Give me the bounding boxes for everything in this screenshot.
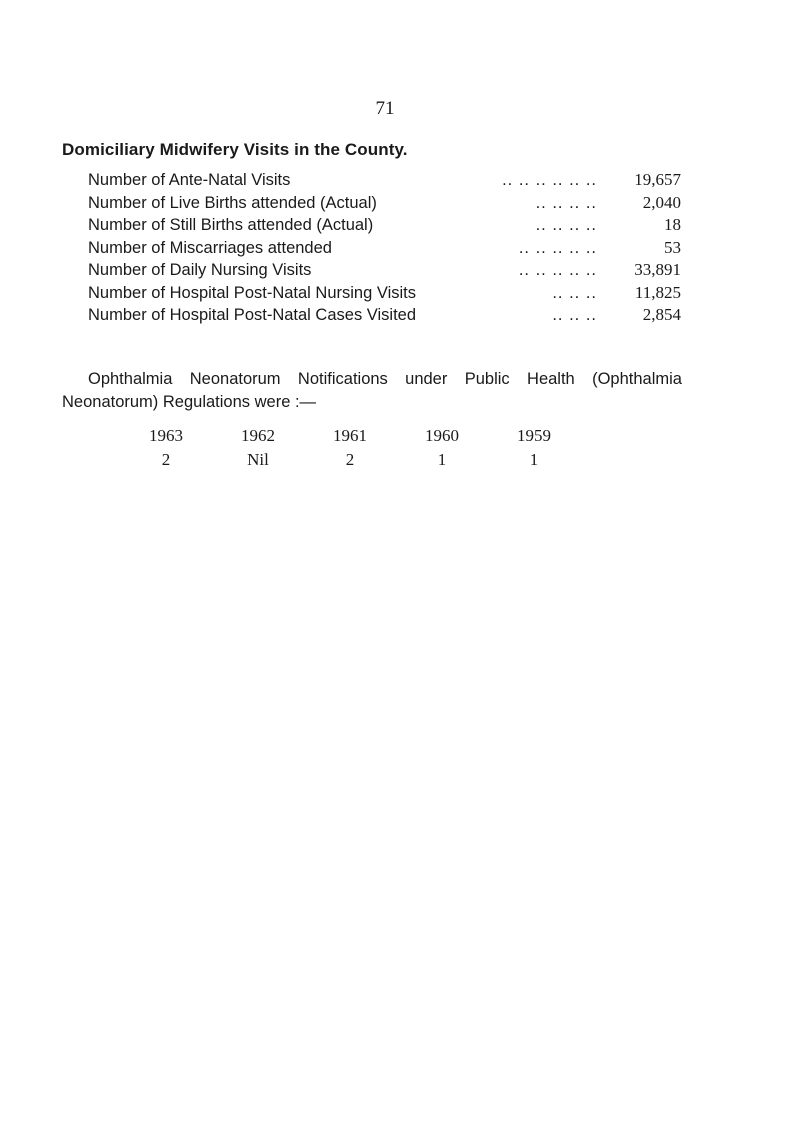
page-number: 71 bbox=[375, 98, 395, 119]
notice-word: (Ophthalmia bbox=[592, 370, 682, 388]
stat-value: 11,825 bbox=[634, 282, 681, 302]
stat-row bbox=[88, 237, 681, 260]
stat-row bbox=[88, 192, 681, 215]
year-cell: 1962 bbox=[241, 426, 275, 445]
stat-value: 18 bbox=[664, 215, 681, 234]
stat-row bbox=[88, 282, 681, 305]
stat-value: 19,657 bbox=[634, 170, 681, 189]
stat-label: Number of Hospital Post-Natal Cases Visited bbox=[88, 306, 417, 324]
stat-value: 53 bbox=[664, 237, 681, 257]
stat-row bbox=[88, 214, 681, 237]
stat-value: 2,040 bbox=[642, 192, 681, 212]
notice-word: Ophthalmia bbox=[88, 370, 173, 388]
leader-dots: .. .. .. .. bbox=[535, 216, 597, 234]
section-heading: Domiciliary Midwifery Visits in the County. bbox=[62, 140, 408, 159]
year-cell: 1959 bbox=[517, 426, 551, 445]
leader-dots: .. .. .. .. bbox=[535, 193, 597, 212]
notice-word: Health bbox=[527, 370, 575, 388]
count-cell: 2 bbox=[161, 450, 171, 469]
notifications-by-year-table bbox=[120, 424, 580, 472]
stat-row bbox=[88, 304, 681, 327]
year-cell: 1961 bbox=[333, 426, 367, 445]
stat-label: Number of Hospital Post-Natal Nursing Visits bbox=[88, 283, 416, 302]
notice-word: Notifications bbox=[297, 370, 388, 388]
leader-dots: .. .. .. bbox=[552, 283, 597, 302]
leader-dots: .. .. .. .. .. bbox=[518, 261, 597, 279]
stat-label: Number of Ante-Natal Visits bbox=[88, 171, 291, 189]
count-cell: Nil bbox=[247, 450, 269, 469]
year-cell: 1963 bbox=[149, 426, 183, 445]
midwifery-stats-list bbox=[88, 169, 681, 327]
year-header-row bbox=[120, 424, 580, 448]
notice-line bbox=[62, 368, 682, 391]
stat-label: Number of Still Births attended (Actual) bbox=[88, 216, 374, 234]
count-row bbox=[120, 448, 580, 472]
notice-line: Neonatorum) Regulations were :— bbox=[62, 393, 317, 411]
ophthalmia-notice-paragraph bbox=[62, 368, 682, 414]
year-cell: 1960 bbox=[425, 426, 459, 445]
count-cell: 1 bbox=[437, 450, 447, 469]
stat-value: 2,854 bbox=[642, 305, 681, 324]
count-cell: 1 bbox=[529, 450, 539, 469]
leader-dots: .. .. .. .. .. bbox=[518, 238, 597, 257]
stat-row bbox=[88, 259, 681, 282]
stat-label: Number of Daily Nursing Visits bbox=[88, 261, 312, 279]
leader-dots: .. .. .. .. .. .. bbox=[502, 171, 597, 189]
notice-word: Neonatorum bbox=[189, 370, 281, 388]
stat-label: Number of Miscarriages attended bbox=[88, 238, 332, 257]
notice-word: Public bbox=[464, 370, 510, 388]
leader-dots: .. .. .. bbox=[552, 306, 597, 324]
count-cell: 2 bbox=[345, 450, 355, 469]
stat-label: Number of Live Births attended (Actual) bbox=[88, 193, 377, 212]
stat-row bbox=[88, 169, 681, 192]
notice-word: under bbox=[405, 370, 448, 388]
stat-value: 33,891 bbox=[634, 260, 681, 279]
